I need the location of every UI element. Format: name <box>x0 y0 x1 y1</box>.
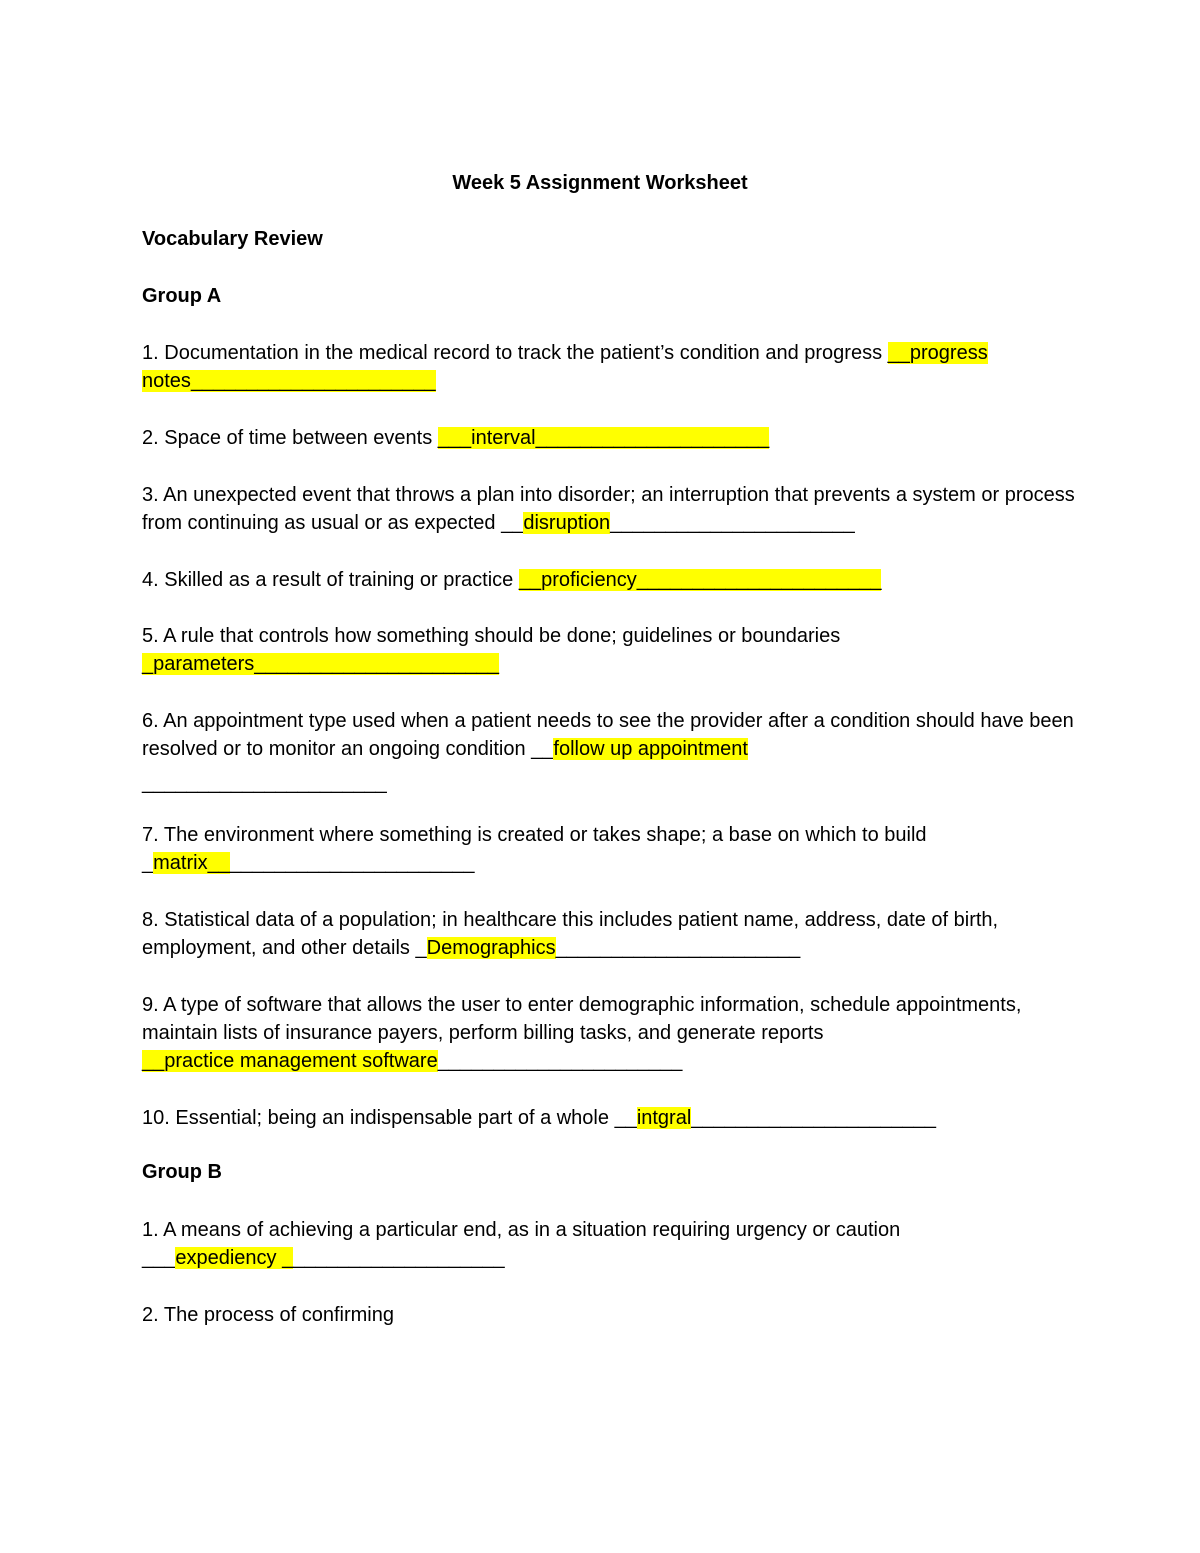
answer-a7: matrix__ <box>153 852 230 874</box>
section-heading: Vocabulary Review <box>142 228 323 250</box>
answer-b1: expediency _ <box>175 1247 294 1269</box>
answer-a4: __proficiency______________________ <box>518 569 882 591</box>
answer-a2: ___interval_____________________ <box>437 427 770 449</box>
answer-a10: intgral <box>636 1107 692 1129</box>
answer-a5: _parameters______________________ <box>142 653 499 675</box>
group-b-heading: Group B <box>142 1161 222 1183</box>
question-a8: 8. Statistical data of a population; in healthcare this includes patient name, address, date of birth, employment, and other details _Demographics______________________ <box>142 909 999 959</box>
answer-a9: __practice management software <box>142 1050 438 1072</box>
question-a7: 7. The environment where something is created or takes shape; a base on which to build _matrix________________________ <box>142 824 927 874</box>
question-a2: 2. Space of time between events ___interval_____________________ <box>142 427 770 449</box>
answer-a8: Demographics <box>426 937 556 959</box>
group-a-heading: Group A <box>142 285 222 307</box>
question-a10: 10. Essential; being an indispensable part of a whole __intgral______________________ <box>142 1107 937 1129</box>
question-a6: 6. An appointment type used when a patient needs to see the provider after a condition should have been resolved or to monitor an ongoing condition __follow up appointment ______________________ <box>142 710 1074 794</box>
answer-a1: __progress notes <box>142 342 988 392</box>
answer-a6: follow up appointment <box>553 738 748 760</box>
question-a1: 1. Documentation in the medical record to track the patient’s condition and progress __progress notes______________________ <box>142 342 988 392</box>
question-a3: 3. An unexpected event that throws a plan into disorder; an interruption that prevents a system or process from continuing as usual or as expected __disruption______________________ <box>142 484 1075 534</box>
question-a5: 5. A rule that controls how something should be done; guidelines or boundaries _parameters______________________ <box>142 625 841 675</box>
page-title: Week 5 Assignment Worksheet <box>452 172 748 194</box>
answer-a3: disruption <box>523 512 611 534</box>
question-b1: 1. A means of achieving a particular end, as in a situation requiring urgency or caution ___expediency ____________________ <box>142 1219 901 1269</box>
question-a9: 9. A type of software that allows the user to enter demographic information, schedule appointments, maintain lists of insurance payers, perform billing tasks, and generate reports __practice management software______________________ <box>142 994 1022 1072</box>
question-b2: 2. The process of confirming <box>142 1304 394 1326</box>
question-a4: 4. Skilled as a result of training or practice __proficiency______________________ <box>142 569 882 591</box>
